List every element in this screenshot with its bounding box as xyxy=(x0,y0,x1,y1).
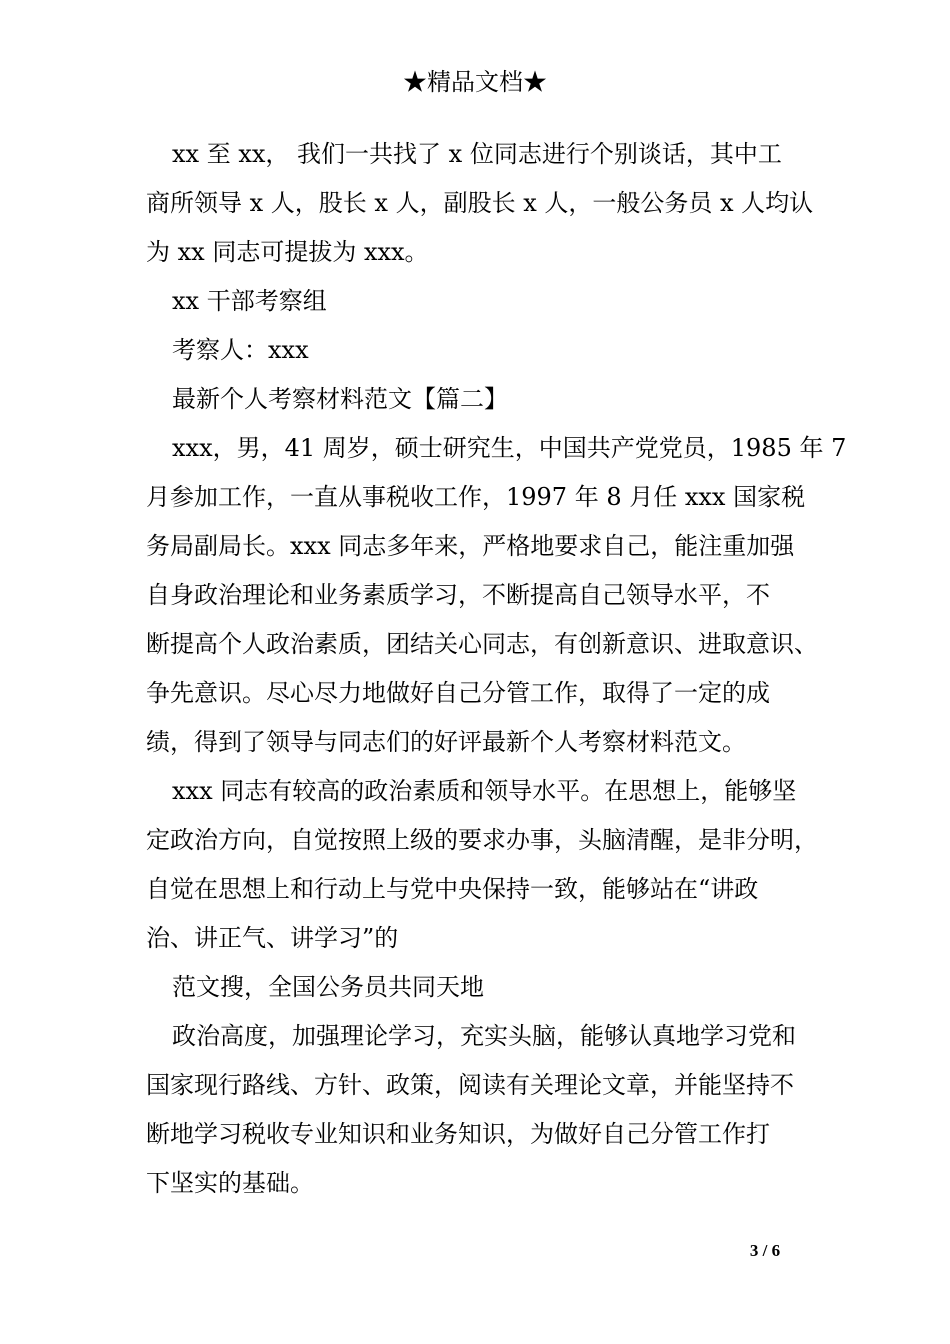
text-line: xxx 同志有较高的政治素质和领导水平。在思想上，能够坚 xyxy=(172,777,797,805)
text-line: 范文搜，全国公务员共同天地 xyxy=(172,973,484,1001)
text-line: xx 干部考察组 xyxy=(172,287,327,315)
text-line: 务局副局长。xxx 同志多年来，严格地要求自己，能注重加强 xyxy=(146,532,795,560)
text-line: 治、讲正气、讲学习”的 xyxy=(146,924,399,952)
section-heading: 最新个人考察材料范文【篇二】 xyxy=(172,385,508,413)
text-line: 商所领导 x 人，股长 x 人，副股长 x 人，一般公务员 x 人均认 xyxy=(146,189,814,217)
page-header: ★精品文档★ xyxy=(403,68,547,96)
text-line: 国家现行路线、方针、政策，阅读有关理论文章，并能坚持不 xyxy=(146,1071,794,1099)
text-line: 月参加工作，一直从事税收工作，1997 年 8 月任 xxx 国家税 xyxy=(146,483,806,511)
document-body xyxy=(146,130,847,1208)
page-number: 3 / 6 xyxy=(749,1241,781,1260)
text-line: 自身政治理论和业务素质学习，不断提高自己领导水平，不 xyxy=(146,581,770,609)
text-line: 考察人：xxx xyxy=(172,336,309,364)
text-line: 争先意识。尽心尽力地做好自己分管工作，取得了一定的成 xyxy=(146,679,770,707)
text-line: 政治高度，加强理论学习，充实头脑，能够认真地学习党和 xyxy=(172,1022,796,1050)
text-line: xx 至 xx， 我们一共找了 x 位同志进行个别谈话，其中工 xyxy=(172,140,782,168)
text-line: 断提高个人政治素质，团结关心同志，有创新意识、进取意识、 xyxy=(146,630,818,658)
text-line: 自觉在思想上和行动上与党中央保持一致，能够站在“讲政 xyxy=(146,875,759,903)
text-line: 定政治方向，自觉按照上级的要求办事，头脑清醒，是非分明， xyxy=(146,826,818,854)
text-line: 绩，得到了领导与同志们的好评最新个人考察材料范文。 xyxy=(146,728,746,756)
text-line: 下坚实的基础。 xyxy=(146,1169,314,1197)
text-line: 断地学习税收专业知识和业务知识，为做好自己分管工作打 xyxy=(146,1120,770,1148)
text-line: 为 xx 同志可提拔为 xxx。 xyxy=(146,238,429,266)
text-line: xxx，男，41 周岁，硕士研究生，中国共产党党员，1985 年 7 xyxy=(172,434,847,462)
